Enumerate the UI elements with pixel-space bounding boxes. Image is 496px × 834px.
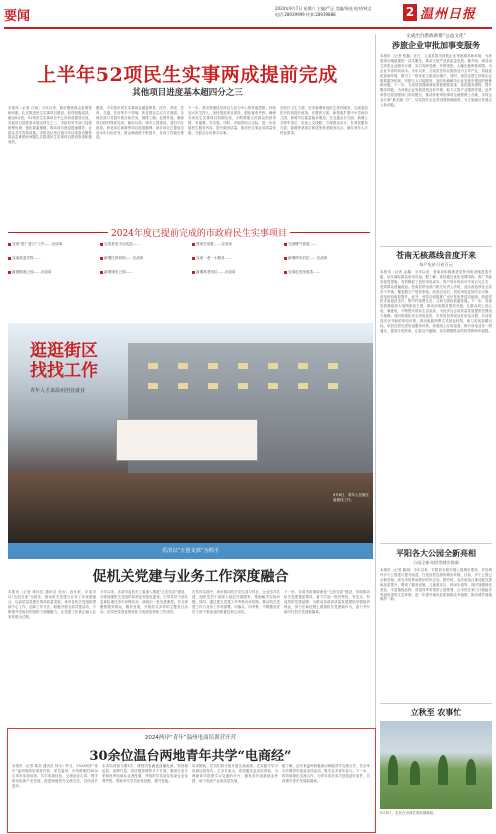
bullet-icon xyxy=(284,271,287,274)
section-title: 要闻 xyxy=(4,9,31,24)
right-story1-headline[interactable]: 涉旅企业审批加事变服务 xyxy=(392,40,480,50)
masthead xyxy=(0,0,496,30)
bullet-icon xyxy=(8,243,11,246)
story2-col2: 今年以来，乐清市直机关工委深入推进“五创支部”建设，全面加强机关党组织标准化规范化建设，引导党员干部在急难险重任务中冲锋在前，涌现出一批先进典型。各支部聚焦服务群众、服务发展，开展形式多样的主题党日活动，切实把党建优势转化为发展优势和工作成效。 xyxy=(100,590,188,614)
lead-body-col1: 本报讯（记者 白翔）今年以来，我市聚焦群众急难愁盼问题，扎实推进民生实事项目建设，取得积极成效。截至6月底，52项民生实事项目中已有两成提前完成，其他项目进度基本超过四分之三。市政府有关部门加强统筹协调，强化要素保障，推动项目建设提速增效，让群众共享发展成果。本报讯记者白翔今年以来我市聚焦群众急难愁盼问题扎实推进民生实事项目建设取得积极成效。 xyxy=(8,106,92,145)
right-story2-headline[interactable]: 苍南无核蒸线音度开来 xyxy=(396,250,476,260)
contact-line: 电话:28939999 传真:28939888 xyxy=(275,12,336,17)
bottom-story-kicker: 2024两岸“青年”温州电商培训营开营 xyxy=(144,735,237,741)
stats-grid xyxy=(8,240,370,316)
page-number: 2 xyxy=(403,4,417,21)
bullet-icon xyxy=(192,257,195,260)
lead-headline[interactable]: 上半年52项民生实事两成提前完成 xyxy=(37,64,338,86)
lead-body-col3: 下一步，我市将继续坚持以人民为中心的发展思想，持续加大民生投入，加快推进项目建设，强化督查考核，确保各项民生实事项目如期完成，不断增强人民群众的获得感、幸福感、安全感。同时，各地将结合实际，进一步拓展民生服务内容，提升服务质量，推动民生事业高质量发展，为群众办好事办实事。 xyxy=(188,106,276,135)
band-title: 2024年度已提前完成的市政府民生实事项目 xyxy=(108,226,290,239)
right-divider xyxy=(380,543,492,544)
stats-band xyxy=(8,226,370,238)
newspaper-logo: 温州日报 xyxy=(420,7,477,22)
crowd-graphic xyxy=(8,473,373,543)
right-story1-body: 本报讯（记者 张鑫）近日，文成县推出涉旅企业审批服务新举措，为涉旅项目落地提供一站式服务，推动文旅产业高质量发展。据介绍，该县设立涉旅企业服务专窗，实行容缺受理、并联审批，大幅压缩审批时限，为企业节省时间成本。今年以来，文成县坚持以旅游业为主导产业，持续优化营商环境，吸引了一批优质文旅项目落户。同时，该县还建立涉旅企业联系服务机制，安排专人对接服务，及时协调解决企业发展中遇到的困难和问题。下一步，文成县将继续深化审批制度改革，优化服务流程，提升服务效能，为涉旅企业发展营造良好环境，助力文旅产业蓬勃发展。此外该县还将加强部门协同配合，推动涉旅审批事项全流程网上办理，实现企业办事“最多跑一次”，切实提升企业获得感和满意度，为文旅融合发展注入新动能。 xyxy=(380,54,492,108)
bullet-icon xyxy=(284,257,287,260)
stat-item: 新建街道公园……完成率 xyxy=(8,270,96,275)
feature-subtitle: 青年人才来温州创业就业 xyxy=(30,388,86,394)
right-story2-sub: 每户电价可省百元 xyxy=(419,262,453,267)
lead-body-col2: 据悉，今年我市民生实事项目涵盖教育、医疗、养老、托育、交通、住房等多个领域，涉及群众生活方方面面。各地各部门对照年度目标任务，倒排工期、挂图作战，确保项目按时保质完成。截至目前，城市公园建设、老旧小区改造、养老床位新增等项目进展顺利，部分项目已提前完成全年目标任务，群众满意度不断提升，各项工作稳步推进。 xyxy=(96,106,184,140)
story2-col3: 在具体实践中，该市推动机关党支部与村社、企业结对共建，组织党员干部深入基层开展服务，帮助解决实际问题。同时，通过建立党建工作考核评价机制，推动机关党建工作与业务工作同部署、同落实、同考核，不断激发党员干部干事创业的积极性和主动性。 xyxy=(192,590,280,614)
feature-kicker-bar: 乐清以“五创支部”为抓手 xyxy=(8,543,373,559)
right-story3-sub: 公园全新亮相等城乡焕新 xyxy=(412,560,460,565)
bullet-icon xyxy=(8,271,11,274)
farm-photo-caption: 9月6日，农民在田间忙着收割晚稻。 xyxy=(380,811,437,815)
stat-item: 新增养老床位……完成率 xyxy=(192,270,280,275)
right-divider xyxy=(380,246,492,247)
feature-photo[interactable] xyxy=(8,323,373,543)
bottom-story-col3: 培训期间，学员们将分组开展实战演练，在实践中学习电商运营技巧。主办方表示，希望通过此次培训营，为两地青年搭建学习交流的平台，激发青年创新创业热情，助力电商产业高质量发展。 xyxy=(192,764,278,783)
bullet-icon xyxy=(100,271,103,274)
stat-item: 完成改造学校…… xyxy=(8,256,96,261)
right-story3-body: 本报讯（记者 陈丽）今年以来，平阳县全面开展公园城市建设，对县域内多个公园进行提升改造，打造宜居宜游的城市环境。目前，多个公园已全新亮相，成为市民休闲娱乐的好去处。据介绍，此次改造注重功能完善和品质提升，增设了健身设施、儿童游乐区、休闲步道等，同时加强绿化美化，丰富植物品种，营造四季有景的公园景观，让市民在家门口就能享受到优美的生态环境，进一步提升城市品质和群众幸福感，推动城乡面貌焕然一新。 xyxy=(380,568,492,602)
bullet-icon xyxy=(192,271,195,274)
right-story4-headline[interactable]: 立秋至 农事忙 xyxy=(410,707,462,717)
column-divider xyxy=(375,34,376,830)
lead-body-col4: 在医疗卫生方面，全市新增家庭医生签约服务，完成基层医疗机构提升改造；在教育方面，新建改扩建中小学和幼儿园，新增学位数量稳步增加；在交通出行方面，新增公共停车泊位，优化公交线路，方便群众出行；在养老服务方面，新增养老床位和居家养老服务站点，满足老年人多样化需求。 xyxy=(280,106,368,135)
story2-col4: 下一步，乐清市将继续深化“五创支部”建设，持续推动机关党建提质增效，着力打造一批有特色、有亮点、有成效的党建品牌，为推动乐清高质量发展提供坚强组织保证，努力在新征程上展现机关党建新作为，奋力书写新时代机关党建新篇章。 xyxy=(284,590,370,614)
stat-item: 完成危旧房改造…… xyxy=(284,270,372,275)
story2-col1: 本报讯（记者 蒋佳佳 通讯员 张贞）近年来，乐清市以“五创支部”为抓手，推动机关党建与业务工作深度融合，以高质量党建引领高质量发展。该市各机关党组织围绕中心工作，创新工作方法，积极开展支部共建活动，不断提升党组织的组织力和凝聚力，让党建工作真正融入业务发展全过程。 xyxy=(8,590,96,619)
bottom-story-headline[interactable]: 30余位温台两地青年共学“电商经” xyxy=(89,749,292,764)
bullet-icon xyxy=(100,243,103,246)
masthead-rule xyxy=(4,27,492,29)
stat-item: 新增停车泊位……完成率 xyxy=(284,256,372,261)
issue-date: 2024年9月7日 星期六 主编/严正 美编/周逵 校对/林文 xyxy=(275,6,372,11)
feature-title: 逛逛街区 找找工作 xyxy=(30,341,98,381)
bottom-story-col2: 本次培训营为期5天，课程内容涵盖直播电商、短视频运营、品牌打造、供应链管理等多个方面，邀请行业专家和优秀电商从业者授课，并组织学员前往电商企业参观考察，帮助青年学员拓宽视野、提升技能。 xyxy=(102,764,188,783)
bullet-icon xyxy=(284,243,287,246)
farm-photo[interactable] xyxy=(380,721,492,809)
right-divider xyxy=(380,703,492,704)
right-story1-kicker: 文成出台新政助推“公益文化” xyxy=(406,34,466,39)
bullet-icon xyxy=(192,243,195,246)
right-story2-body: 本报讯（记者 金鑫）今年以来，苍南县积极推进居民用电设施改造升级，切实减轻群众用电负担。据了解，该县通过优化电网结构、推广节能设备等措施，有效降低了居民用电成本，每户每年电价可节省百元左右，受到群众普遍欢迎。苍南县供电部门相关负责人介绍，此次改造涉及全县多个乡镇，覆盖数万户居民家庭。改造完成后，居民用电更加安全可靠，用电体验明显提升。此外，该县还积极推广光伏发电等清洁能源，鼓励居民安装屋顶光伏，既节约电费支出，又助力绿色低碳发展。下一步，苍南县将继续加大电网改造力度，推动用电服务提质升级，让群众用上放心电、满意电，不断提升群众生活品质，为经济社会高质量发展提供坚强电力保障。同时将强化安全用电宣传，引导居民养成良好用电习惯，共同营造安全节能的用电环境，推动能源消费方式绿色转型，助力实现双碳目标。该县还将完善用电服务体系，拓展线上办电渠道，推行用电业务一网通办，提高办电效率，让群众少跑腿，切实增强群众的获得感和幸福感。 xyxy=(380,270,492,333)
stat-item: 完成“进厂进门”工作……完成率 xyxy=(8,242,96,247)
bottom-story-col4: 据了解，近年来温州积极推动两地青年交流合作，先后举办多期青年创业培训活动，吸引众多青年参与。下一步，将持续深化交流合作，为青年成长成才创造更好条件，共同谱写青年发展新篇章。 xyxy=(282,764,370,783)
bullet-icon xyxy=(8,257,11,260)
right-story3-headline[interactable]: 平阳各大公园全新亮相 xyxy=(396,548,476,558)
bullet-icon xyxy=(100,257,103,260)
stat-item: 新增托育机构……完成率 xyxy=(100,256,188,261)
stat-item: 建成充电桩……完成率 xyxy=(192,242,280,247)
stat-item: 完成老旧小区改造…… xyxy=(100,242,188,247)
feature-headline[interactable]: 促机关党建与业务工作深度融合 xyxy=(92,569,289,585)
stat-item: 新建城市公园…… xyxy=(100,270,188,275)
photo-caption: 9月6日，青年人在街区逛街找工作。 xyxy=(333,493,369,502)
stat-item: 完成一老一小服务…… xyxy=(192,256,280,261)
stat-item: 完成燃气管道…… xyxy=(284,242,372,247)
lead-subhead: 其他项目进度基本超四分之三 xyxy=(132,88,243,98)
banner-graphic xyxy=(116,419,258,461)
bottom-story-col1: 本报讯（记者 陈浩 通讯员 林为）昨日，2024两岸“青年”温州电商培训营开营，来自温州、台州两地的30余位青年参加培训，共学电商经验，交流创业心得，携手推动电商产业发展，促进两地青年交流交往，共同成长进步。 xyxy=(12,764,98,788)
